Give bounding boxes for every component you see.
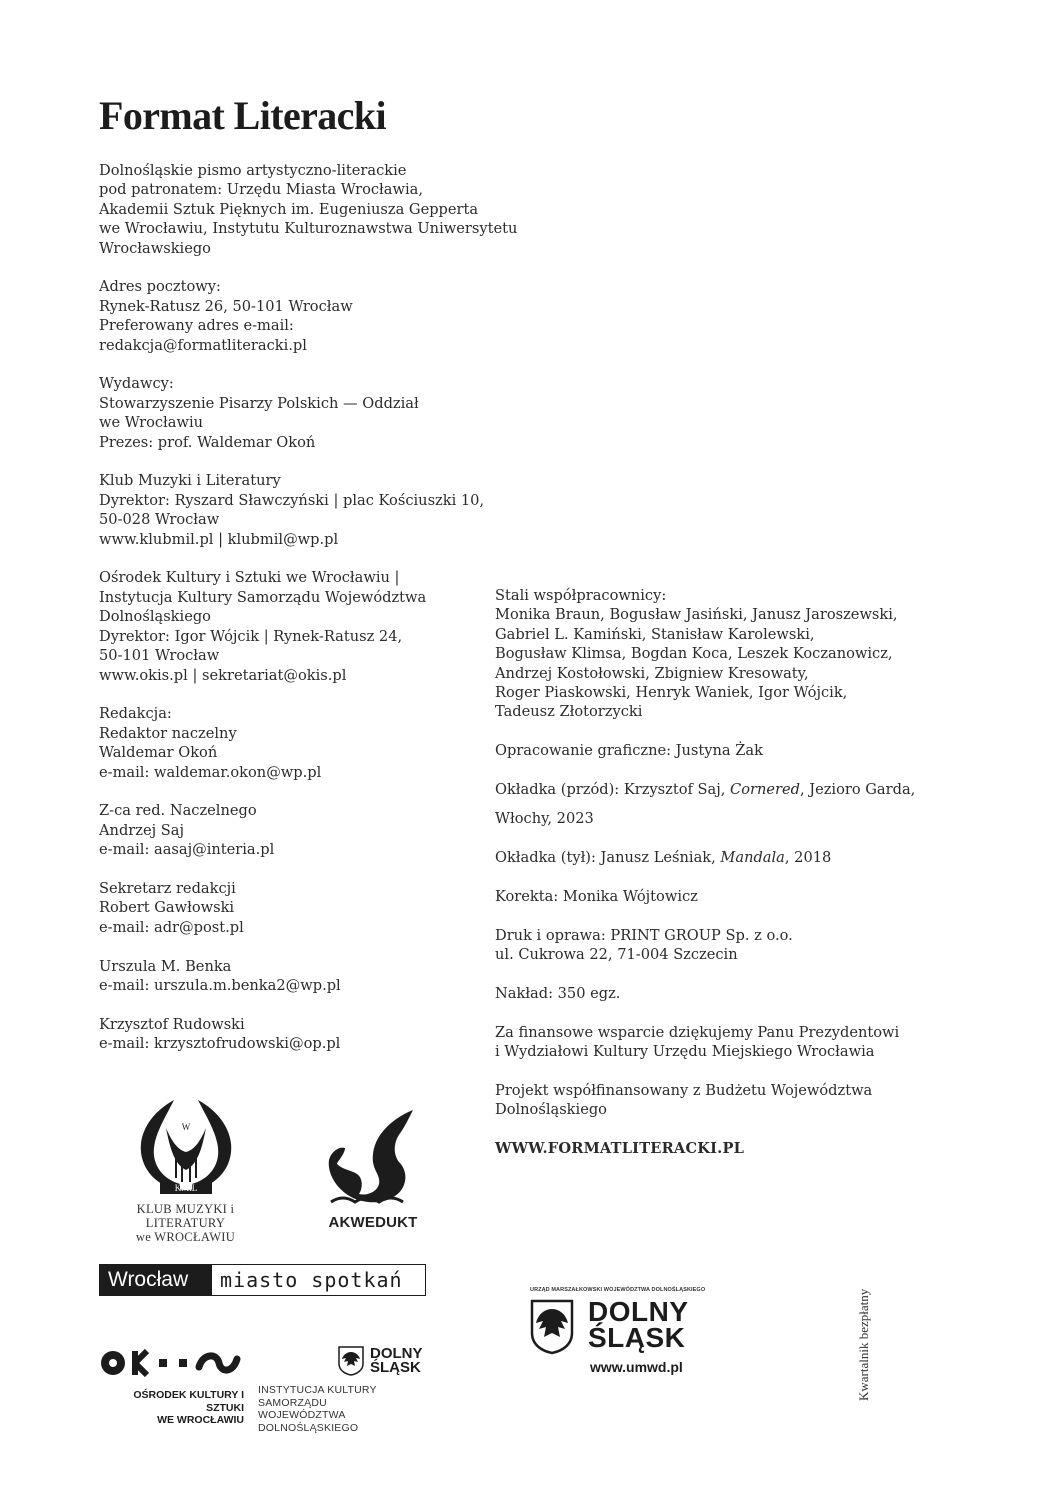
- umwd-logo: [530, 1287, 705, 1375]
- print-credit: [495, 926, 895, 965]
- website-block: [495, 1139, 895, 1158]
- proofreading-credit: [495, 887, 895, 906]
- email-link[interactable]: e-mail: krzysztofrudowski@op.pl: [99, 1035, 341, 1053]
- text-line: [495, 775, 916, 804]
- website-link[interactable]: WWW.FORMATLITERACKI.PL: [495, 1140, 745, 1158]
- credit-prefix: Okładka (przód): Krzysztof Saj,: [495, 780, 731, 798]
- text-line: Za finansowe wsparcie dziękujemy Panu Prezydentowi: [495, 1023, 900, 1041]
- umwd-body: [530, 1296, 705, 1355]
- text-line: Instytucja Kultury Samorządu Województwa: [99, 588, 427, 606]
- okis-line1: OŚRODEK KULTURY I SZTUKI: [133, 1389, 244, 1414]
- text-line: Klub Muzyki i Literatury: [99, 472, 281, 490]
- circulation: [495, 984, 895, 1003]
- text-line: Monika Braun, Bogusław Jasiński, Janusz Jaroszewski,: [495, 606, 898, 624]
- text-line: Tadeusz Złotorzycki: [495, 703, 643, 721]
- benka-block: [99, 957, 509, 996]
- vertical-note-text: Kwartalnik bezpłatny: [856, 1288, 871, 1401]
- ds-small-line2: WOJEWÓDZTWA DOLNOŚLĄSKIEGO: [258, 1409, 359, 1434]
- text-line: Andrzej Saj: [99, 821, 184, 839]
- umwd-url[interactable]: www.umwd.pl: [590, 1359, 683, 1375]
- text-line: Waldemar Okoń: [99, 744, 218, 762]
- text-line: Dolnośląskiego: [495, 1101, 607, 1119]
- wroclaw-name: Wrocław: [100, 1265, 212, 1295]
- text-line: Bogusław Klimsa, Bogdan Koca, Leszek Koczanowicz,: [495, 645, 893, 663]
- text-line: Redakcja:: [99, 705, 172, 723]
- email-link[interactable]: redakcja@formatliteracki.pl: [99, 336, 307, 354]
- text-line: Sekretarz redakcji: [99, 879, 236, 897]
- okis-mark-icon: [99, 1349, 241, 1379]
- text-line: Stowarzyszenie Pisarzy Polskich — Oddział: [99, 394, 419, 412]
- email-link[interactable]: e-mail: waldemar.okon@wp.pl: [99, 763, 322, 781]
- text-line: Robert Gawłowski: [99, 899, 235, 917]
- text-line: Dyrektor: Ryszard Sławczyński | plac Kościuszki 10,: [99, 491, 485, 509]
- artwork-title: Cornered: [730, 780, 800, 798]
- text-line: Redaktor naczelny: [99, 724, 237, 742]
- editor-block: [99, 704, 509, 782]
- kmil-name: [98, 1202, 273, 1244]
- kmil-line2: we WROCŁAWIU: [135, 1230, 236, 1244]
- text-line: we Wrocławiu: [99, 414, 204, 432]
- text-line: Wydawcy:: [99, 375, 174, 393]
- text-line: Ośrodek Kultury i Sztuki we Wrocławiu |: [99, 569, 400, 587]
- umwd-name1: DOLNY: [588, 1296, 689, 1327]
- thanks-block: [495, 1023, 900, 1062]
- text-line: Andrzej Kostołowski, Zbigniew Kresowaty,: [495, 664, 809, 682]
- akwedukt-logo: [322, 1108, 424, 1231]
- text-line: 50-101 Wrocław: [99, 647, 220, 665]
- text-line: Akademii Sztuk Pięknych im. Eugeniusza Gepperta: [99, 200, 479, 218]
- akwedukt-name: AKWEDUKT: [328, 1214, 418, 1231]
- contact-link[interactable]: www.okis.pl | sekretariat@okis.pl: [99, 666, 347, 684]
- text-line: Rynek-Ratusz 26, 50-101 Wrocław: [99, 297, 353, 315]
- swan-icon: [323, 1108, 423, 1208]
- text-line: Projekt współfinansowany z Budżetu Województwa: [495, 1081, 873, 1099]
- kmil-letter: W: [181, 1122, 190, 1132]
- text-line: Dolnośląskiego: [99, 608, 211, 626]
- ds-small-name: [370, 1347, 423, 1375]
- graphics-credit: [495, 741, 895, 760]
- ds-small-name2: ŚLĄSK: [370, 1359, 421, 1376]
- kmil-line1: KLUB MUZYKI i LITERATURY: [136, 1202, 235, 1230]
- dolny-slask-institution-logo: [258, 1346, 438, 1434]
- text-line: Adres pocztowy:: [99, 278, 221, 296]
- text-line: Wrocławskiego: [99, 239, 211, 257]
- text-line: Nakład: 350 egz.: [495, 984, 621, 1002]
- rudowski-block: [99, 1015, 509, 1054]
- contact-link[interactable]: www.klubmil.pl | klubmil@wp.pl: [99, 530, 339, 548]
- okis-name: [99, 1389, 244, 1427]
- masthead-left-column: [99, 161, 518, 1073]
- page-title: Format Literacki: [99, 93, 386, 138]
- collaborators-block: [495, 586, 898, 722]
- okis-block: [99, 568, 509, 684]
- text-line: ul. Cukrowa 22, 71-004 Szczecin: [495, 946, 738, 964]
- kmil-emblem-icon: [130, 1098, 242, 1198]
- text-line: we Wrocławiu, Instytutu Kulturoznawstwa Uniwersytetu: [99, 220, 518, 238]
- text-line: Opracowanie graficzne: Justyna Żak: [495, 742, 763, 760]
- text-line: Preferowany adres e-mail:: [99, 317, 294, 335]
- text-line: Korekta: Monika Wójtowicz: [495, 887, 698, 905]
- klub-block: [99, 471, 509, 549]
- address-block: [99, 277, 509, 355]
- text-line: Włochy, 2023: [495, 809, 594, 827]
- credit-suffix: , 2018: [784, 849, 832, 867]
- text-line: Dyrektor: Igor Wójcik | Rynek-Ratusz 24,: [99, 627, 403, 645]
- deputy-block: [99, 801, 509, 859]
- text-line: Dolnośląskie pismo artystyczno-literackie: [99, 162, 407, 179]
- text-line: pod patronatem: Urzędu Miasta Wrocławia,: [99, 181, 423, 199]
- text-line: Stali współpracownicy:: [495, 587, 667, 604]
- cover-back-credit: [495, 848, 895, 867]
- ds-small-mark: [338, 1346, 438, 1376]
- umwd-name2: ŚLĄSK: [588, 1322, 686, 1353]
- text-line: 50-028 Wrocław: [99, 511, 220, 529]
- credit-suffix: , Jezioro Garda,: [799, 780, 916, 798]
- vertical-note: [856, 1265, 872, 1401]
- text-line: Krzysztof Rudowski: [99, 1015, 245, 1033]
- secretary-block: [99, 879, 509, 937]
- ds-small-line1: INSTYTUCJA KULTURY SAMORZĄDU: [258, 1384, 377, 1409]
- text-line: Gabriel L. Kamiński, Stanisław Karolewski,: [495, 625, 815, 643]
- okis-line2: WE WROCŁAWIU: [157, 1414, 244, 1426]
- text-line: Druk i oprawa: PRINT GROUP Sp. z o.o.: [495, 926, 793, 944]
- wroclaw-slogan: miasto spotkań: [220, 1268, 403, 1292]
- text-line: Z-ca red. Naczelnego: [99, 802, 257, 820]
- masthead-right-column: [495, 586, 916, 1178]
- text-line: Prezes: prof. Waldemar Okoń: [99, 433, 316, 451]
- email-link[interactable]: e-mail: urszula.m.benka2@wp.pl: [99, 976, 341, 994]
- ds-small-caption: [258, 1384, 438, 1434]
- eagle-shield-icon: [338, 1346, 364, 1376]
- publishers-block: [99, 374, 509, 452]
- okis-logo: [99, 1349, 244, 1427]
- text-line: i Wydziałowi Kultury Urzędu Miejskiego Wrocławia: [495, 1043, 875, 1061]
- cofinanced-block: [495, 1081, 895, 1120]
- wroclaw-logo: [99, 1264, 426, 1296]
- artwork-title: Mandala: [720, 849, 785, 867]
- umwd-office-name: URZĄD MARSZAŁKOWSKI WOJEWÓDZTWA DOLNOŚLĄSKIEGO: [530, 1287, 706, 1293]
- cover-front-credit: [495, 775, 916, 833]
- email-link[interactable]: e-mail: adr@post.pl: [99, 918, 244, 936]
- intro-block: [99, 161, 518, 258]
- credit-prefix: Okładka (tył): Janusz Leśniak,: [495, 849, 721, 867]
- ds-small-name1: DOLNY: [370, 1345, 423, 1362]
- text-line: Urszula M. Benka: [99, 957, 232, 975]
- email-link[interactable]: e-mail: aasaj@interia.pl: [99, 841, 275, 859]
- kmil-logo: [98, 1098, 273, 1244]
- umwd-region-name: [588, 1296, 689, 1353]
- kmil-badge-text: KMiL: [174, 1183, 197, 1193]
- eagle-shield-icon: [530, 1299, 574, 1355]
- text-line: [495, 848, 895, 867]
- text-line: Roger Piaskowski, Henryk Waniek, Igor Wójcik,: [495, 684, 848, 702]
